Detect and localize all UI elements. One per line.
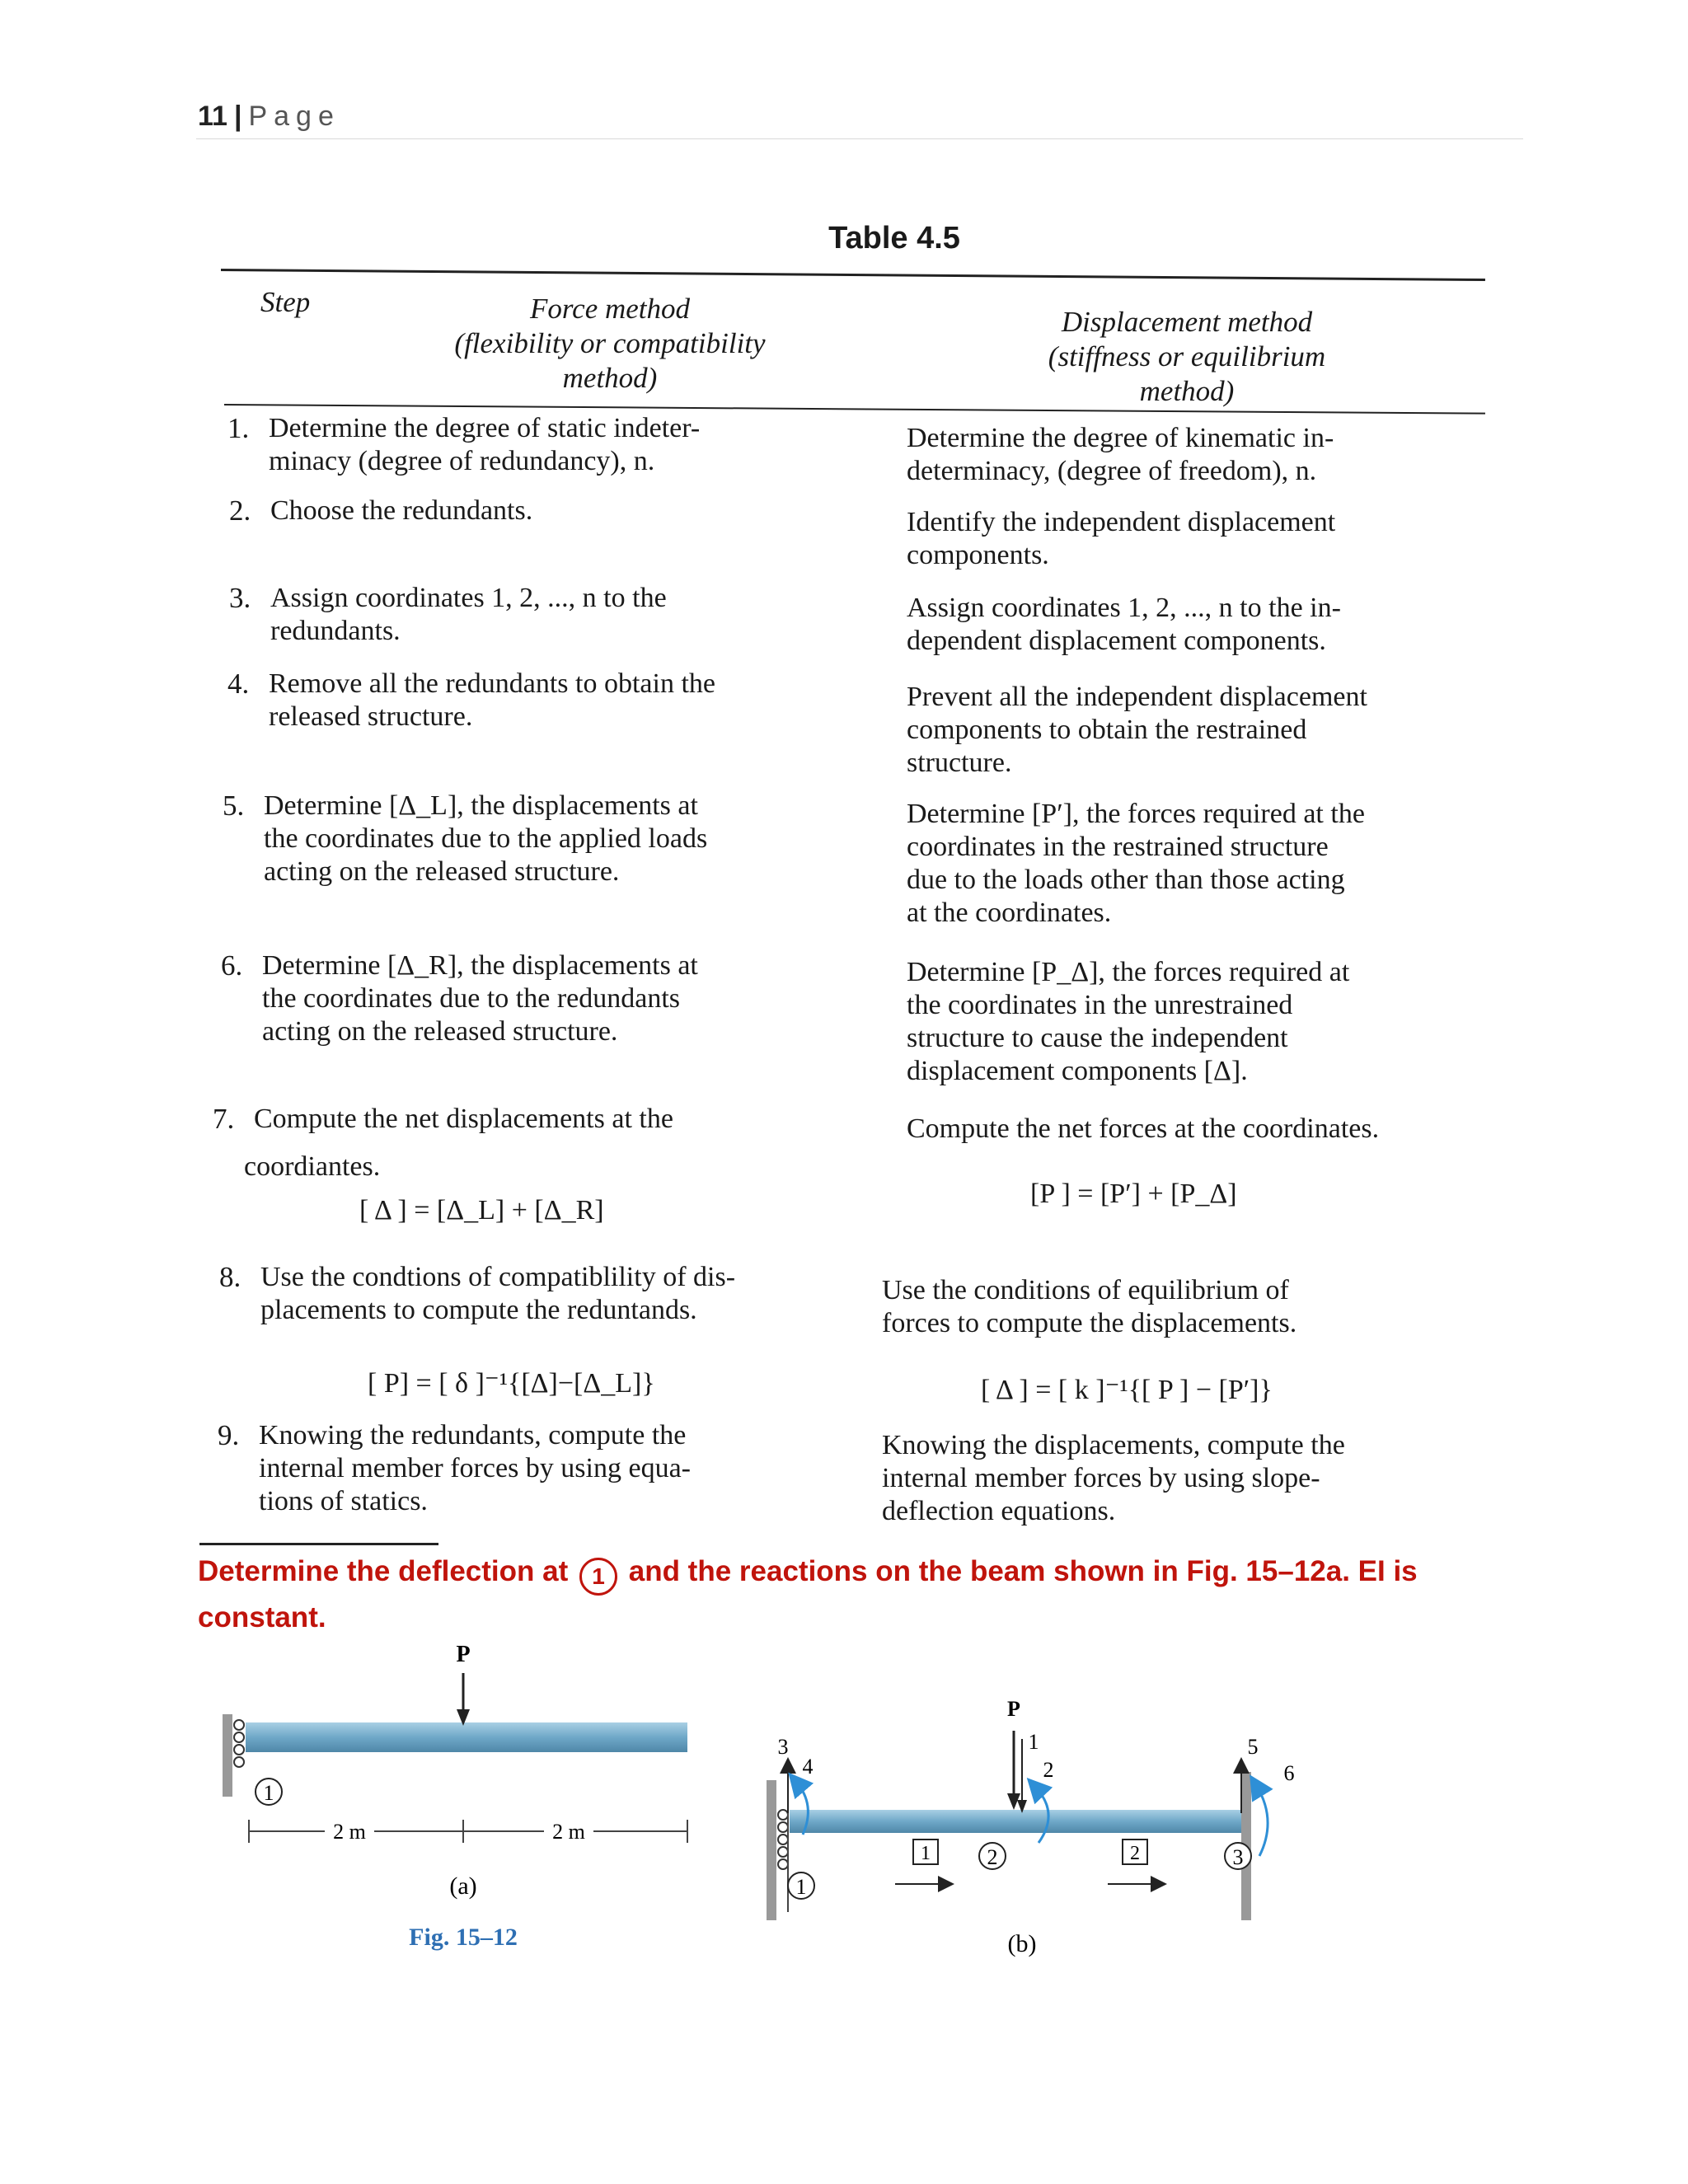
fig-b-coord-4: 4 [802, 1755, 814, 1779]
step-number: 3. [229, 582, 251, 614]
fig-a-dim-right: 2 m [552, 1820, 585, 1844]
force-method-line: placements to compute the reduntands. [260, 1295, 697, 1325]
step-number: 4. [227, 668, 250, 700]
displacement-method-line: the coordinates in the unrestrained [907, 990, 1293, 1020]
force-method-line: released structure. [269, 701, 473, 732]
fig-b-coord-3: 3 [777, 1735, 789, 1759]
force-formula: [ Δ ] = [Δ_L] + [Δ_R] [359, 1195, 604, 1226]
force-method-cell [244, 1103, 847, 1183]
displacement-method-line: due to the loads other than those acting [907, 865, 1345, 895]
fig-b-node-3-label: 3 [1232, 1845, 1244, 1869]
fig-b-coord-2: 2 [1043, 1758, 1054, 1782]
displacement-method-line: displacement components [Δ]. [907, 1056, 1248, 1086]
force-method-line: tions of statics. [259, 1486, 428, 1516]
header-rule [196, 138, 1523, 139]
step-number: 2. [229, 494, 251, 527]
fig-b-coord-6: 6 [1283, 1761, 1295, 1785]
step-number: 7. [213, 1103, 235, 1135]
figure-b [742, 1673, 1319, 1970]
question-circled-node: 1 [579, 1558, 617, 1596]
fig-b-rollers [778, 1810, 788, 1869]
table-bottom-rule [199, 1543, 438, 1545]
displacement-method-line: internal member forces by using slope- [882, 1463, 1320, 1493]
force-method-cell [270, 582, 864, 648]
question-part2: and the reactions on the beam shown in Fig. 15–12a. EI is [628, 1555, 1418, 1587]
displacement-method-line: coordinates in the restrained structure [907, 832, 1329, 862]
displacement-method-cell [907, 592, 1484, 658]
displacement-method-line: Identify the independent displacement [907, 507, 1336, 537]
fig-b-left-wall [767, 1780, 776, 1920]
force-method-line: Remove all the redundants to obtain the [269, 668, 715, 699]
col-header-disp-line1: Displacement method [1061, 306, 1313, 338]
fig-b-node-2-label: 2 [987, 1845, 998, 1869]
fig-a-caption: (a) [449, 1872, 477, 1900]
table-top-rule [221, 269, 1485, 281]
displacement-method-cell [907, 798, 1484, 930]
force-method-line: the coordinates due to the applied loads [264, 823, 708, 854]
displacement-method-cell [907, 1113, 1484, 1146]
displacement-method-line: Prevent all the independent displacement [907, 682, 1367, 712]
col-header-force-line3: method) [562, 362, 658, 394]
step-number: 1. [227, 412, 250, 444]
fig-b-coord-5: 5 [1247, 1735, 1259, 1759]
displacement-method-line: components. [907, 540, 1049, 570]
col-header-force-line1: Force method [529, 293, 691, 325]
force-formula: [ P] = [ δ ]⁻¹{[Δ]−[Δ_L]} [368, 1368, 655, 1399]
displacement-method-cell [907, 506, 1484, 572]
force-method-cell [270, 494, 864, 527]
force-method-line: Use the condtions of compatiblility of dis- [260, 1262, 736, 1292]
displacement-method-line: structure. [907, 748, 1012, 778]
displacement-method-line: dependent displacement components. [907, 626, 1326, 656]
displacement-method-line: determinacy, (degree of freedom), n. [907, 456, 1317, 486]
col-header-disp-line2: (stiffness or equilibrium [1048, 340, 1326, 373]
page-header [198, 101, 340, 133]
force-method-line: the coordinates due to the redundants [262, 983, 681, 1014]
displacement-method-cell [882, 1274, 1459, 1340]
force-method-cell [264, 790, 857, 888]
force-method-line: redundants. [270, 616, 401, 646]
displacement-method-cell [907, 956, 1484, 1088]
fig-a-rollers [234, 1720, 244, 1767]
force-method-line: coordiantes. [244, 1151, 381, 1182]
displacement-method-line: Use the conditions of equilibrium of [882, 1275, 1289, 1305]
step-number: 6. [221, 949, 243, 982]
question-part1: Determine the deflection at [198, 1555, 569, 1587]
displacement-method-line: deflection equations. [882, 1496, 1116, 1526]
step-number: 5. [223, 790, 245, 822]
displacement-formula: [ Δ ] = [ k ]⁻¹{[ P ] − [P′]} [981, 1375, 1273, 1405]
displacement-method-line: structure to cause the independent [907, 1023, 1288, 1053]
page-separator: | [233, 101, 242, 132]
fig-b-node-1-label: 1 [795, 1875, 807, 1899]
fig-b-element-1-label: 1 [921, 1843, 931, 1864]
force-method-cell [259, 1419, 852, 1518]
force-method-line: minacy (degree of redundancy), n. [269, 446, 655, 476]
fig-b-element-2-label: 2 [1130, 1843, 1140, 1864]
fig-b-coord-1: 1 [1028, 1730, 1039, 1754]
force-method-cell [262, 949, 856, 1048]
displacement-method-cell [882, 1429, 1459, 1528]
fig-a-dim-left: 2 m [333, 1820, 366, 1844]
force-method-cell [269, 412, 862, 478]
force-method-line: Compute the net displacements at the [254, 1104, 673, 1134]
displacement-method-line: at the coordinates. [907, 898, 1112, 928]
force-method-line: Choose the redundants. [270, 495, 533, 526]
force-method-line: internal member forces by using equa- [259, 1453, 691, 1483]
step-number: 8. [219, 1261, 241, 1293]
table-title: Table 4.5 [828, 221, 960, 255]
fig-b-beam [790, 1810, 1241, 1833]
displacement-method-line: Determine [P′], the forces required at the [907, 799, 1365, 829]
force-method-cell [269, 668, 862, 733]
question-text [198, 1549, 1517, 1640]
fig-a-wall [223, 1714, 232, 1797]
fig-a-node-label: 1 [263, 1781, 274, 1805]
displacement-formula: [P ] = [P′] + [P_Δ] [1030, 1179, 1237, 1209]
displacement-method-line: Determine [P_Δ], the forces required at [907, 957, 1350, 987]
col-header-disp-line3: method) [1139, 375, 1235, 407]
fig-a-beam [246, 1722, 687, 1752]
force-method-line: acting on the released structure. [262, 1016, 618, 1047]
displacement-method-line: forces to compute the displacements. [882, 1308, 1297, 1338]
fig-b-caption: (b) [1007, 1930, 1037, 1957]
displacement-method-line: components to obtain the restrained [907, 715, 1307, 745]
displacement-method-cell [907, 422, 1484, 488]
displacement-method-cell [907, 681, 1484, 780]
col-header-displacement [973, 305, 1401, 409]
figure-a [223, 1640, 709, 1953]
col-header-force [396, 292, 824, 396]
step-number: 9. [218, 1419, 240, 1451]
displacement-method-line: Determine the degree of kinematic in- [907, 423, 1334, 453]
question-part3: constant. [198, 1601, 326, 1633]
displacement-method-line: Assign coordinates 1, 2, ..., n to the in- [907, 593, 1341, 623]
fig-a-load-label: P [456, 1642, 471, 1667]
fig-label: Fig. 15–12 [409, 1924, 518, 1951]
force-method-line: Determine [Δ_L], the displacements at [264, 790, 698, 821]
col-header-step: Step [260, 286, 311, 318]
displacement-method-line: Compute the net forces at the coordinates. [907, 1113, 1380, 1144]
force-method-line: Knowing the redundants, compute the [259, 1420, 687, 1451]
page-number: 11 [198, 101, 227, 132]
col-header-force-line2: (flexibility or compatibility [454, 327, 766, 359]
force-method-line: acting on the released structure. [264, 856, 620, 887]
force-method-line: Determine the degree of static indeter- [269, 413, 701, 443]
fig-b-load-label: P [1007, 1697, 1020, 1721]
force-method-cell [260, 1261, 854, 1327]
force-method-line: Determine [Δ_R], the displacements at [262, 950, 698, 981]
displacement-method-line: Knowing the displacements, compute the [882, 1430, 1345, 1460]
force-method-line: Assign coordinates 1, 2, ..., n to the [270, 583, 667, 613]
page-word: Page [248, 101, 340, 132]
